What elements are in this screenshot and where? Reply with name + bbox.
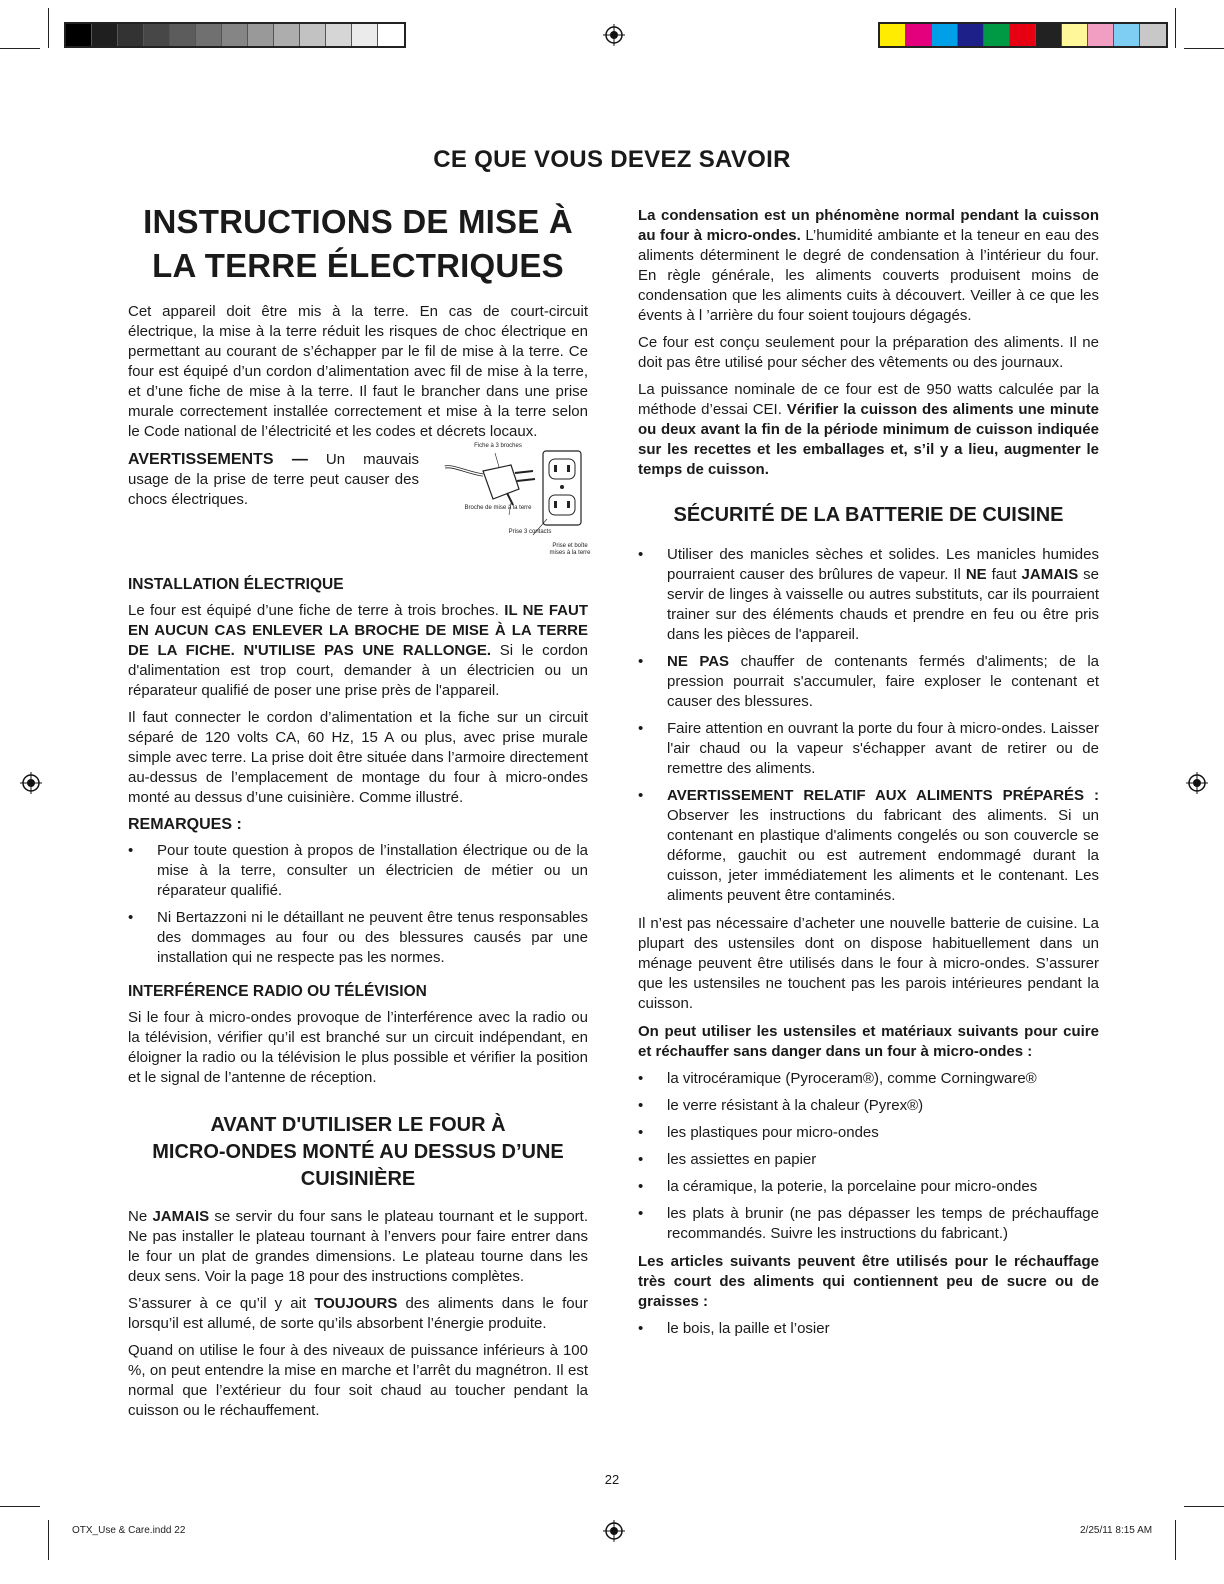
before-use-paragraph-3: Quand on utilise le four à des niveaux de puissance inférieurs à 100 %, on peut entendre la mise en marche et l’arrêt du magnétron. Il est normal que l’extérieur du four soit chaud au toucher pendant la cuisson ou le réchauffement. [128,1342,588,1419]
grounding-title [128,200,588,288]
before-use-paragraph-2 [128,1294,588,1334]
color-swatch [880,24,906,46]
short-reheat-list [638,1319,1099,1339]
color-swatch [1140,24,1166,46]
color-swatch [92,24,118,46]
safe-materials-heading [638,1022,1099,1062]
color-swatch [1010,24,1036,46]
list-item: • Faire attention en ouvrant la porte du four à micro-ondes. Laisser l'air chaud ou la vapeur s'échapper avant de retirer ou de remettre des aliments. [638,719,1099,779]
list-item [638,652,1099,712]
list-item: • Pour toute question à propos de l’installation électrique ou de la mise à la terre, consulter un électricien de métier ou un réparateur qualifié. [128,841,588,901]
list-item: • le bois, la paille et l’osier [638,1319,1099,1339]
color-swatch [906,24,932,46]
registration-mark-icon [603,24,625,46]
color-swatch [1114,24,1140,46]
safe-materials-heading-text: On peut utiliser les ustensiles et matériaux suivants pour cuire et réchauffer sans danger dans un four à micro-ondes : [638,1023,1099,1060]
color-swatch [352,24,378,46]
grounding-title-line-2: LA TERRE ÉLECTRIQUES [152,247,564,284]
food-only-paragraph: Ce four est conçu seulement pour la préparation des aliments. Il ne doit pas être utilisé pour sécher des vêtements ou des journaux. [638,334,1099,371]
list-item [638,545,1099,645]
list-item: • les assiettes en papier [638,1150,1099,1170]
color-swatch [1062,24,1088,46]
right-column [638,206,1099,1347]
installation-text: Le four est équipé d’une fiche de terre à trois broches. [128,602,505,619]
paragraph-text: des aliments dans le four lorsqu’il est allumé, de sorte qu’ils absorbent l’énergie produite. [128,1295,588,1332]
power-rating-paragraph [638,380,1099,480]
list-text: Observer les instructions du fabricant des aliments. Si un contenant en plastique d'aliments congelés ou son couvercle se déforme, gauchit ou est autrement endommagé durant la cuisson, jeter immédiatement les aliments et le contenant. Les aliments peuvent être contaminés. [667,807,1099,904]
remarks-list [128,841,588,968]
color-swatch [274,24,300,46]
label-grounded-outlet-box: Prise et boîte mises à la terre [549,543,591,556]
label-three-contact-outlet: Prise 3 contacts [508,529,552,535]
list-item: • la vitrocéramique (Pyroceram®), comme Corningware® [638,1069,1099,1089]
color-swatch [196,24,222,46]
color-swatch [248,24,274,46]
emphasis: NE PAS [667,653,730,670]
emphasis: AVERTISSEMENT RELATIF AUX ALIMENTS PRÉPARÉS : [667,787,1099,804]
cookware-safety-title: SÉCURITÉ DE LA BATTERIE DE CUISINE [673,504,1064,526]
warning-text: Un mauvais usage de la prise de terre peut causer des chocs électriques. [128,451,419,508]
color-swatch [1036,24,1062,46]
electrical-installation-heading: INSTALLATION ÉLECTRIQUE [128,576,344,593]
list-text: Utiliser des manicles sèches et solides. Les manicles humides pourraient causer des brûlures de vapeur. Il [667,546,1099,583]
cookware-safety-list [638,545,1099,906]
list-item: • les plats à brunir (ne pas dépasser les temps de préchauffage recommandés. Suivre les instructions du fabricant.) [638,1204,1099,1244]
emphasis: NE [965,566,987,583]
color-swatch [66,24,92,46]
emphasis: JAMAIS [1021,566,1079,583]
left-column [128,200,591,1428]
emphasis-never: JAMAIS [152,1208,210,1225]
power-rating-bold: Vérifier la cuisson des aliments une minute ou deux avant la fin de la période minimum de cuisson indiquée sur les recettes et les emballages et, s’il y a lieu, augmenter le temps de cuisson. [638,401,1099,478]
before-use-paragraph-1 [128,1207,588,1287]
short-reheat-heading [638,1252,1099,1312]
page-number: 22 [604,1472,620,1487]
color-swatch [144,24,170,46]
list-text: se servir de linges à vaisselle ou autres substituts, car ils pourraient trainer sur des éléments chauds et prendre en feu ou être pris dans les pièces de l'appareil. [667,566,1099,643]
before-use-title-line-1: AVANT D'UTILISER LE FOUR À [210,1114,506,1136]
list-item: • la céramique, la poterie, la porcelaine pour micro-ondes [638,1177,1099,1197]
condensation-paragraph [638,206,1099,326]
paragraph-text: La puissance nominale de ce four est de 950 watts calculée par la méthode d’essai CEI. [638,381,1099,418]
paragraph-text: se servir du four sans le plateau tournant et le support. Ne pas installer le plateau tournant à l’envers pour faire entrer dans le four un plat de grandes dimensions. Le plateau tourne dans les deux sens. Voir la page 18 pour des instructions complètes. [128,1208,588,1285]
color-swatch [378,24,404,46]
paragraph-text: Ne [128,1208,153,1225]
list-item: • Ni Bertazzoni ni le détaillant ne peuvent être tenus responsables des dommages au four ou des blessures causés par une installation qui ne respecte pas les normes. [128,908,588,968]
installation-text: Si le cordon d'alimentation est trop court, demander à un électricien ou un réparateur qualifié de poser une prise près de l'appareil. [128,642,588,699]
registration-mark-icon [20,772,42,794]
color-swatch [222,24,248,46]
grounded-plug-diagram [423,443,598,571]
condensation-bold: La condensation est un phénomène normal pendant la cuisson au four à micro-ondes. [638,207,1099,244]
color-swatch [958,24,984,46]
grounding-intro: Cet appareil doit être mis à la terre. En cas de court-circuit électrique, la mise à la terre réduit les risques de choc électrique en permettant au courant de s’échapper par le fil de mise à la terre. Ce four est équipé d’un cordon d’alimentation avec fil de mise à la terre, et d’une fiche de mise à la terre. Il faut le brancher dans une prise murale correctement installée correctement et mise à la terre selon le Code national de l’électricité et les codes et décrets locaux. [128,303,588,440]
emphasis-always: TOUJOURS [314,1295,398,1312]
label-grounding-prong: Broche de mise à la terre [464,505,532,511]
warning-label: AVERTISSEMENTS — [128,451,308,468]
list-item: • le verre résistant à la chaleur (Pyrex®) [638,1096,1099,1116]
list-text: faut [986,566,1022,583]
paragraph-text: S’assurer à ce qu’il y ait [128,1295,315,1312]
footer-file-name: OTX_Use & Care.indd 22 [72,1525,186,1536]
cookware-paragraph: Il n’est pas nécessaire d’acheter une nouvelle batterie de cuisine. La plupart des ustensiles dont on dispose habituellement dans un ménage peuvent être utilisés dans le four à micro-ondes. S’assurer que les ustensiles ne touchent pas les parois intérieures pendant la cuisson. [638,915,1099,1012]
footer-timestamp: 2/25/11 8:15 AM [1080,1525,1153,1536]
page-header: CE QUE VOUS DEVEZ SAVOIR [433,146,791,173]
list-item [638,786,1099,906]
installation-paragraph-2: Il faut connecter le cordon d’alimentation et la fiche sur un circuit séparé de 120 volts CA, 60 Hz, 15 A ou plus, avec prise murale simple avec terre. La prise doit être située dans l’armoire directement au-dessus de l’emplacement de montage du four à micro-ondes monté au dessus d’une cuisinière. Comme illustré. [128,709,588,806]
installation-warning-bold: IL NE FAUT EN AUCUN CAS ENLEVER LA BROCHE DE MISE À LA TERRE DE LA FICHE. N'UTILISE PAS UNE RALLONGE. [128,602,588,659]
grayscale-color-bar [64,22,406,48]
color-swatch [932,24,958,46]
registration-mark-icon [1186,772,1208,794]
color-swatch [118,24,144,46]
paragraph-text: L’humidité ambiante et la teneur en eau des aliments déterminent le degré de condensation à l’intérieur du four. En règle générale, les aliments couverts produisent moins de condensation que les aliments cuits à découvert. Veiller à ce que les évents à l ’arrière du four soient toujours dégagés. [638,227,1099,324]
safe-materials-list [638,1069,1099,1244]
color-swatch [326,24,352,46]
radio-interference-text: Si le four à micro-ondes provoque de l’interférence avec la radio ou la télévision, vérifier qu’il est branché sur un circuit indépendant, en éloigner la radio ou la télévision le plus possible et vérifier la position et le signal de l’antenne de réception. [128,1009,588,1086]
color-swatch [170,24,196,46]
label-three-prong-plug: Fiche à 3 broches [474,443,522,449]
short-reheat-heading-text: Les articles suivants peuvent être utilisés pour le réchauffage très court des aliments qui contiennent peu de sucre ou de graisses : [638,1253,1099,1310]
color-swatch [1088,24,1114,46]
before-use-title-line-3: CUISINIÈRE [300,1168,416,1190]
color-swatch [300,24,326,46]
list-text: chauffer de contenants fermés d'aliments; de la pression pourrait s'accumuler, faire exploser le contenant et causer des blessures. [667,653,1100,710]
color-swatch [984,24,1010,46]
before-use-title [128,1112,588,1193]
process-color-bar [878,22,1168,48]
remarks-heading: REMARQUES : [128,816,242,833]
installation-paragraph-1 [128,601,588,701]
registration-mark-icon [603,1520,625,1542]
before-use-title-line-2: MICRO-ONDES MONTÉ AU DESSUS D’UNE [152,1141,564,1163]
grounding-title-line-1: INSTRUCTIONS DE MISE À [143,203,573,240]
list-item: • les plastiques pour micro-ondes [638,1123,1099,1143]
radio-interference-heading: INTERFÉRENCE RADIO OU TÉLÉVISION [128,983,427,1000]
